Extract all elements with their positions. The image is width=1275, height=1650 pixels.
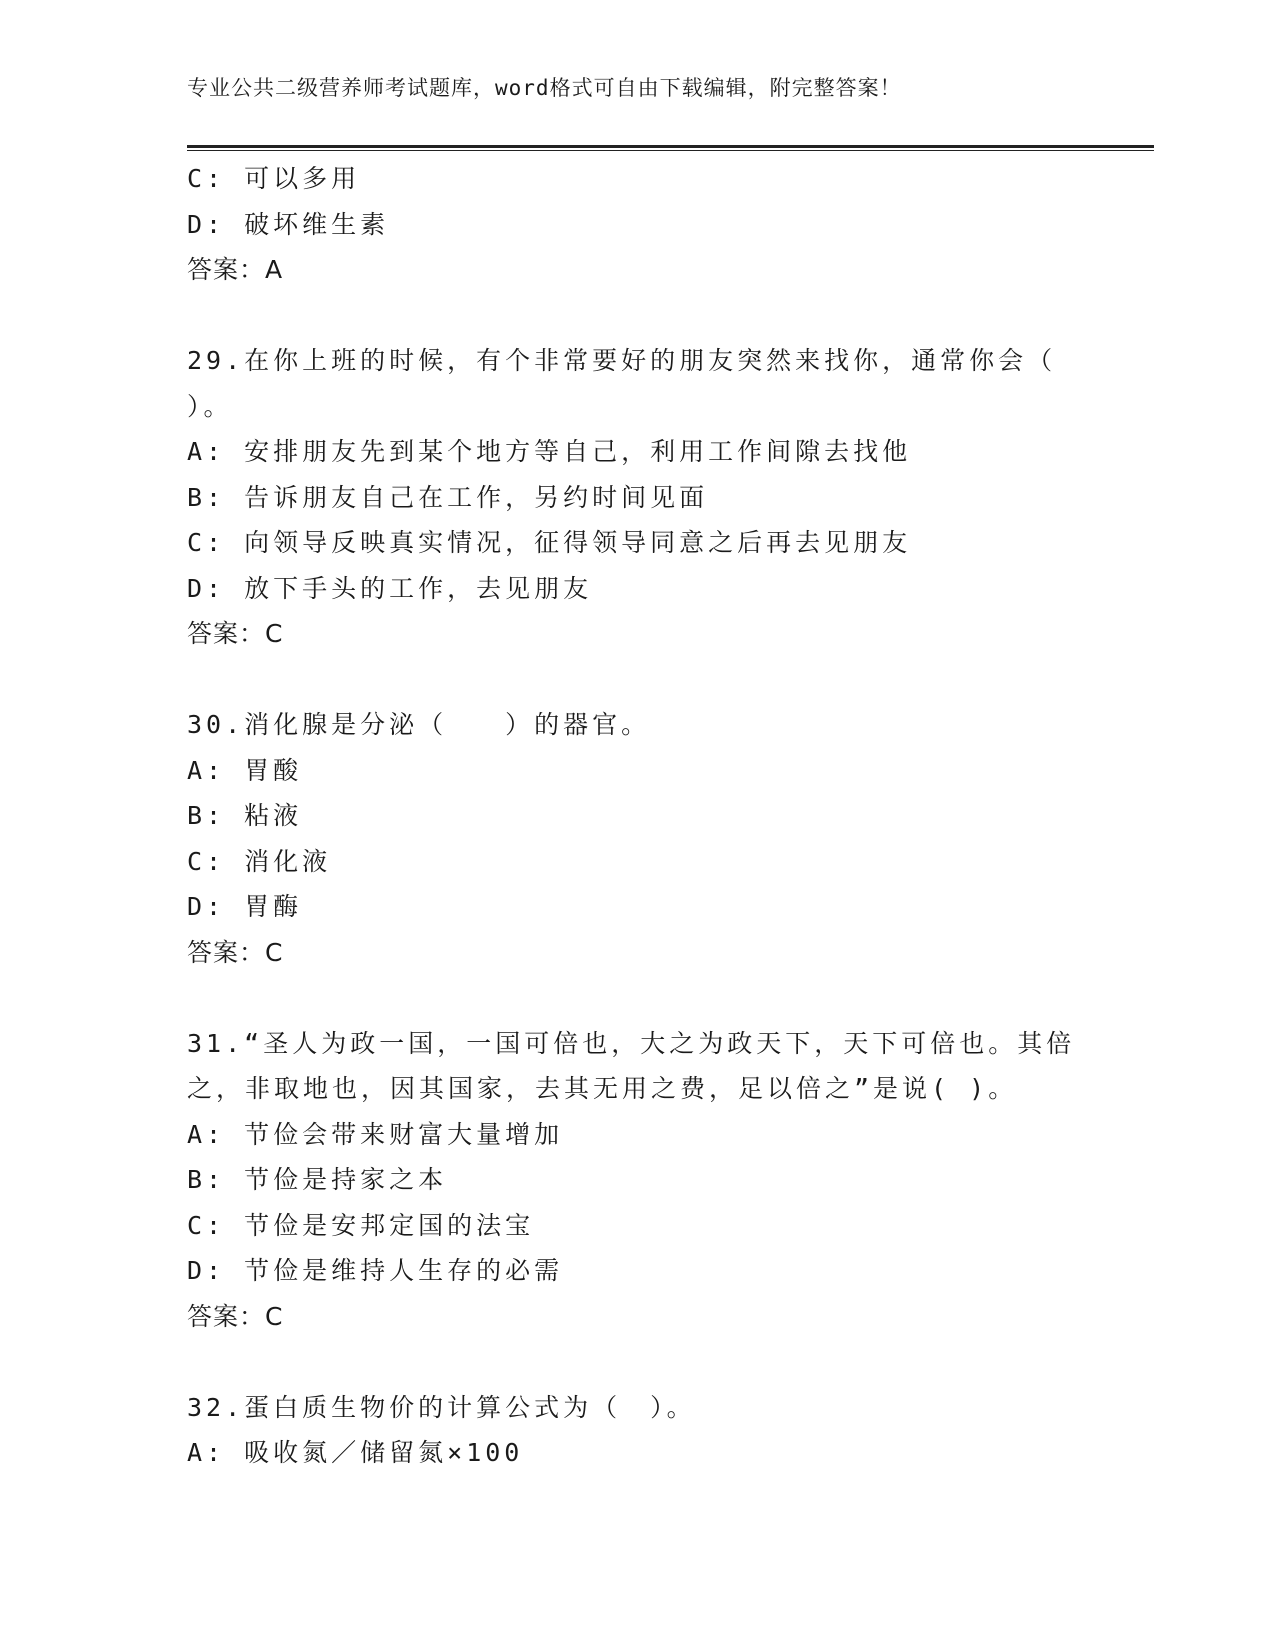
option-d: D: 破坏维生素	[187, 209, 390, 239]
spacer	[187, 293, 1087, 339]
page-header: 专业公共二级营养师考试题库，word格式可自由下载编辑，附完整答案！	[187, 76, 902, 100]
option-b: B: 粘液	[187, 801, 303, 830]
option-c: C: 向领导反映真实情况，征得领导同意之后再去见朋友	[187, 528, 912, 557]
spacer	[187, 657, 1087, 703]
header-rule-thick	[187, 145, 1154, 148]
question-stem-cont: 之，非取地也，因其国家，去其无用之费，足以倍之”是说( )。	[187, 1074, 1018, 1103]
option-a: A: 胃酸	[187, 755, 303, 785]
option-d: D: 节俭是维持人生存的必需	[187, 1256, 564, 1285]
question-stem: 30.消化腺是分泌（ ）的器官。	[187, 710, 651, 739]
question-32	[187, 1385, 1087, 1476]
question-stem: 32.蛋白质生物价的计算公式为（ ）。	[187, 1392, 696, 1422]
question-30	[187, 702, 1087, 975]
spacer	[187, 1339, 1087, 1385]
answer-line: 答案：C	[187, 619, 284, 648]
option-c: C: 节俭是安邦定国的法宝	[187, 1210, 535, 1240]
question-31	[187, 1021, 1087, 1340]
header-rule-thin	[187, 150, 1154, 151]
question-list	[187, 156, 1087, 1476]
answer-line: 答案：C	[187, 1301, 284, 1331]
option-a: A: 吸收氮／储留氮×100	[187, 1438, 524, 1467]
option-a: A: 安排朋友先到某个地方等自己，利用工作间隙去找他	[187, 437, 912, 466]
option-b: B: 节俭是持家之本	[187, 1165, 448, 1194]
option-a: A: 节俭会带来财富大量增加	[187, 1119, 564, 1149]
question-stem-cont: ）。	[187, 391, 233, 421]
option-c: C: 可以多用	[187, 164, 361, 193]
option-d: D: 胃酶	[187, 892, 303, 921]
question-stem: 29.在你上班的时候，有个非常要好的朋友突然来找你，通常你会（	[187, 346, 1057, 375]
question-28-tail	[187, 156, 1087, 293]
option-c: C: 消化液	[187, 846, 332, 876]
question-29	[187, 338, 1087, 657]
option-b: B: 告诉朋友自己在工作，另约时间见面	[187, 482, 709, 512]
answer-line: 答案：A	[187, 255, 284, 284]
spacer	[187, 975, 1087, 1021]
question-stem: 31.“圣人为政一国，一国可倍也，大之为政天下，天下可倍也。其倍	[187, 1028, 1076, 1058]
option-d: D: 放下手头的工作，去见朋友	[187, 573, 593, 603]
answer-line: 答案：C	[187, 937, 284, 967]
